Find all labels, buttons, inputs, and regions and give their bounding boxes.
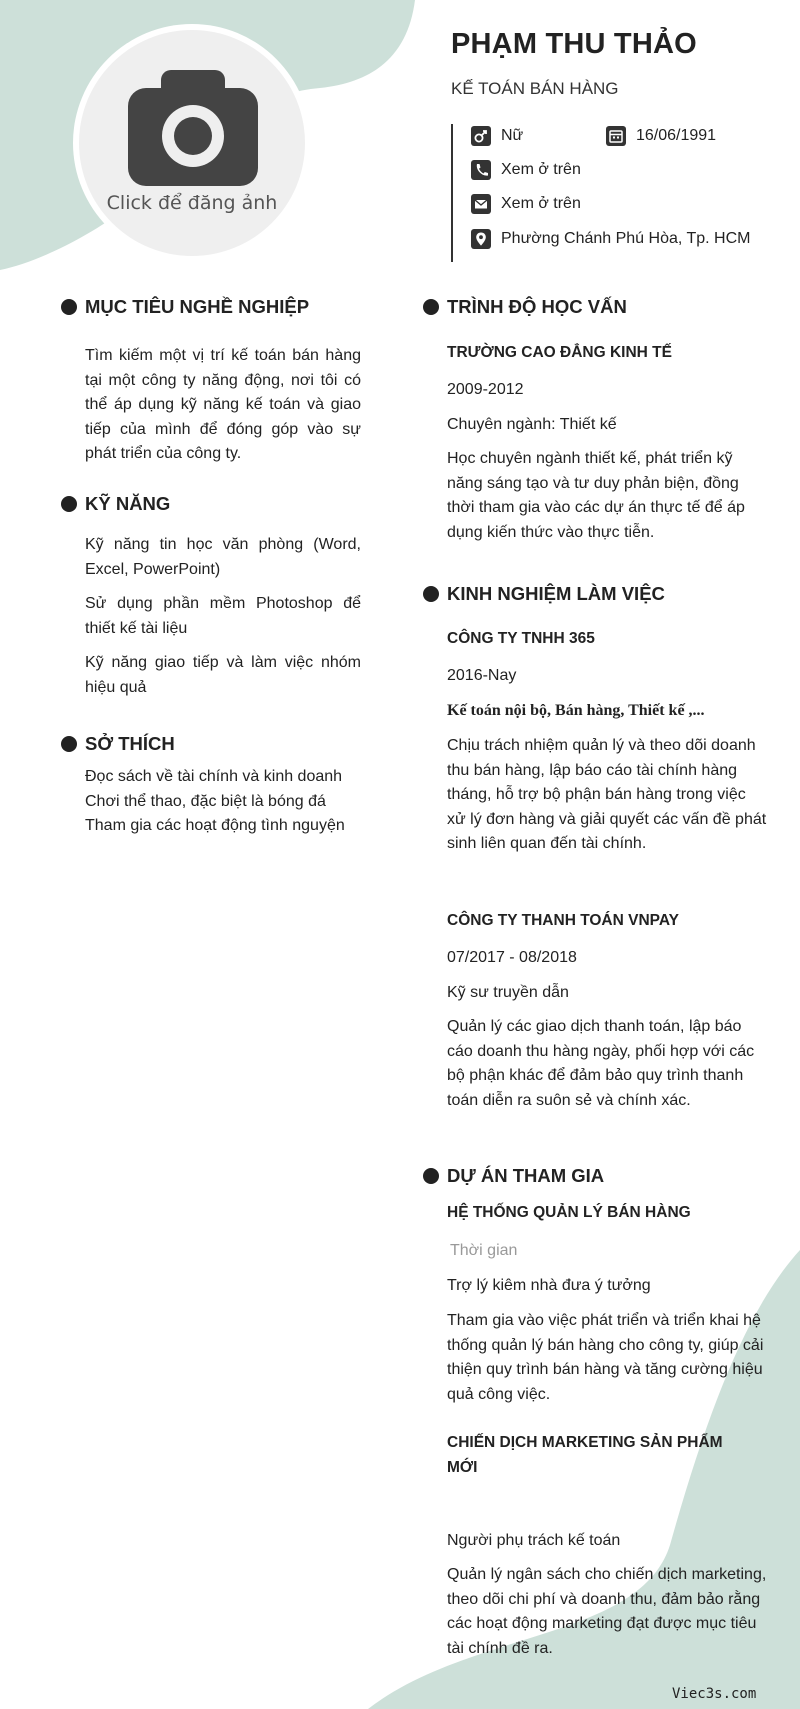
bullet-dot <box>61 736 77 752</box>
education-heading <box>423 296 627 318</box>
photo-upload[interactable] <box>79 30 305 256</box>
phone-row <box>471 160 581 180</box>
bullet-dot <box>61 496 77 512</box>
email-value: Xem ở trên <box>501 195 581 212</box>
email-row <box>471 194 581 214</box>
info-divider <box>451 124 453 262</box>
projects-heading <box>423 1165 604 1187</box>
photo-caption: Click để đăng ảnh <box>106 192 278 214</box>
job-title: KẾ TOÁN BÁN HÀNG <box>451 79 619 98</box>
project-role: Trợ lý kiêm nhà đưa ý tưởng <box>447 1277 651 1294</box>
project-description: Quản lý ngân sách cho chiến dịch marketing, theo dõi chi phí và doanh thu, đảm bảo rằng các hoạt động marketing đạt được mục tiêu tài chính đề ra. <box>447 1566 767 1657</box>
hobby-item: Tham gia các hoạt động tình nguyện <box>85 817 345 834</box>
project-time: Thời gian <box>450 1242 518 1259</box>
gender-row <box>471 126 523 146</box>
hobbies-heading <box>61 733 175 755</box>
job-description: Quản lý các giao dịch thanh toán, lập báo cáo doanh thu hàng ngày, phối hợp với các bộ phận khác để đảm bảo quy trình thanh toán diễn ra suôn sẻ và chính xác. <box>447 1018 755 1109</box>
skills-heading <box>61 493 170 515</box>
project-name: CHIẾN DỊCH MARKETING SẢN PHẨM MỚI <box>447 1434 723 1476</box>
bullet-dot <box>423 1168 439 1184</box>
experience-heading-text: KINH NGHIỆM LÀM VIỆC <box>447 583 665 604</box>
birthday-value: 16/06/1991 <box>636 127 717 144</box>
company-name: CÔNG TY THANH TOÁN VNPAY <box>447 912 679 929</box>
job-role: Kế toán nội bộ, Bán hàng, Thiết kế ,... <box>447 702 705 719</box>
education-heading-text: TRÌNH ĐỘ HỌC VẤN <box>447 296 627 317</box>
school-name: TRƯỜNG CAO ĐẲNG KINH TẾ <box>447 344 672 361</box>
birthday-row <box>606 126 716 146</box>
education-description: Học chuyên ngành thiết kế, phát triển kỹ năng sáng tạo và tư duy phản biện, đồng thời tham gia vào các dự án thực tế để áp dụng kiến thức vào thực tiễn. <box>447 450 745 541</box>
job-role: Kỹ sư truyền dẫn <box>447 984 569 1001</box>
location-pin-icon <box>471 229 491 249</box>
education-period: 2009-2012 <box>447 381 524 398</box>
watermark: Viec3s.com <box>672 1686 757 1702</box>
company-name: CÔNG TY TNHH 365 <box>447 630 595 647</box>
bullet-dot <box>423 299 439 315</box>
education-major: Chuyên ngành: Thiết kế <box>447 416 617 433</box>
bullet-dot <box>61 299 77 315</box>
phone-icon <box>471 160 491 180</box>
job-period: 07/2017 - 08/2018 <box>447 949 577 966</box>
objective-heading-text: MỤC TIÊU NGHỀ NGHIỆP <box>85 296 310 317</box>
job-period: 2016-Nay <box>447 667 517 684</box>
phone-value: Xem ở trên <box>501 161 581 178</box>
calendar-icon <box>606 126 626 146</box>
email-icon <box>471 194 491 214</box>
project-description: Tham gia vào việc phát triển và triển khai hệ thống quản lý bán hàng cho công ty, giúp cải thiện quy trình bán hàng và tăng cường hiệu quả công việc. <box>447 1312 764 1403</box>
skill-item: Kỹ năng tin học văn phòng (Word, Excel, PowerPoint) <box>85 536 361 578</box>
project-role: Người phụ trách kế toán <box>447 1532 621 1549</box>
camera-icon <box>128 70 258 186</box>
gender-value: Nữ <box>501 127 524 144</box>
address-row <box>471 229 750 249</box>
project-name: HỆ THỐNG QUẢN LÝ BÁN HÀNG <box>447 1204 691 1221</box>
hobbies-heading-text: SỞ THÍCH <box>85 733 175 754</box>
projects-heading-text: DỰ ÁN THAM GIA <box>447 1165 605 1186</box>
skills-heading-text: KỸ NĂNG <box>85 493 171 514</box>
gender-icon <box>471 126 491 146</box>
objective-heading <box>61 296 309 318</box>
candidate-name: PHẠM THU THẢO <box>451 28 697 60</box>
bullet-dot <box>423 586 439 602</box>
objective-text: Tìm kiếm một vị trí kế toán bán hàng tại một công ty năng động, nơi tôi có thể áp dụng kỹ năng kế toán và giao tiếp của mình để đóng góp vào sự phát triển của công ty. <box>85 347 361 462</box>
hobby-item: Chơi thể thao, đặc biệt là bóng đá <box>85 793 326 810</box>
skill-item: Sử dụng phần mềm Photoshop để thiết kế tài liệu <box>85 595 361 637</box>
address-value: Phường Chánh Phú Hòa, Tp. HCM <box>501 230 751 247</box>
experience-heading <box>423 583 665 605</box>
hobby-item: Đọc sách về tài chính và kinh doanh <box>85 768 343 785</box>
job-description: Chịu trách nhiệm quản lý và theo dõi doanh thu bán hàng, lập báo cáo tài chính hàng tháng, hỗ trợ bộ phận bán hàng trong việc xử lý đơn hàng và giải quyết các vấn đề phát sinh liên quan đến tài chính. <box>447 737 767 852</box>
skill-item: Kỹ năng giao tiếp và làm việc nhóm hiệu quả <box>85 654 361 696</box>
